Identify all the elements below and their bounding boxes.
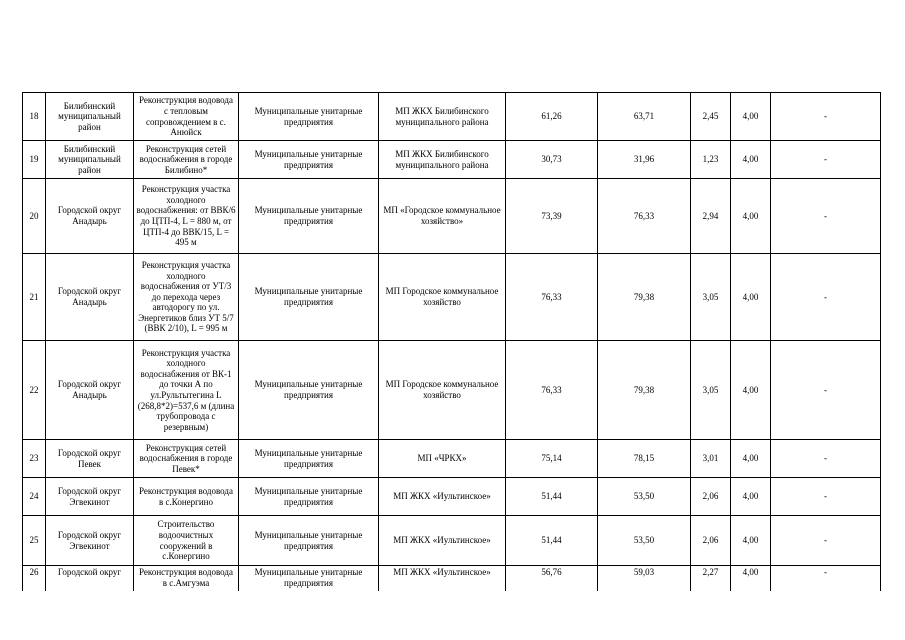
org-type-cell: Муниципальные унитарные предприятия <box>239 93 379 141</box>
organization-cell: МП Городское коммунальное хозяйство <box>379 341 506 440</box>
project-cell: Реконструкция участка холодного водоснабжения от УТ/3 до перехода через автодорогу по ул. Энергетиков близ УТ 5/7 (ВВК 2/10), L = 995 м <box>134 254 239 341</box>
org-type-cell: Муниципальные унитарные предприятия <box>239 141 379 179</box>
organization-cell: МП Городское коммунальное хозяйство <box>379 254 506 341</box>
organization-cell: МП ЖКХ Билибинского муниципального района <box>379 93 506 141</box>
value-cell: 79,38 <box>598 341 691 440</box>
investment-program-table <box>22 92 881 596</box>
table-row <box>23 179 881 254</box>
value-cell: 4,00 <box>731 440 771 478</box>
table-row <box>23 341 881 440</box>
value-cell: 4,00 <box>731 341 771 440</box>
value-cell: 2,45 <box>691 93 731 141</box>
table-row <box>23 141 881 179</box>
value-cell: 59,03 <box>598 566 691 596</box>
table-row <box>23 93 881 141</box>
municipality-cell: Городской округ Эгвекинот <box>46 478 134 516</box>
org-type-cell: Муниципальные унитарные предприятия <box>239 341 379 440</box>
value-cell: 51,44 <box>506 478 598 516</box>
value-cell: 3,01 <box>691 440 731 478</box>
organization-cell: МП ЖКХ «Иультинское» <box>379 566 506 596</box>
value-cell: 2,27 <box>691 566 731 596</box>
row-number: 22 <box>23 341 46 440</box>
row-number: 26 <box>23 566 46 596</box>
org-type-cell: Муниципальные унитарные предприятия <box>239 566 379 596</box>
value-cell: - <box>771 141 881 179</box>
municipality-cell: Городской округ Анадырь <box>46 341 134 440</box>
municipality-cell: Городской округ Эгвекинот <box>46 516 134 566</box>
organization-cell: МП ЖКХ «Иультинское» <box>379 516 506 566</box>
value-cell: 53,50 <box>598 478 691 516</box>
municipality-cell: Городской округ Анадырь <box>46 179 134 254</box>
municipality-cell: Городской округ <box>46 566 134 596</box>
municipality-cell: Городской округ Анадырь <box>46 254 134 341</box>
project-cell: Реконструкция водовода с тепловым сопровождением в с. Анюйск <box>134 93 239 141</box>
table-row <box>23 440 881 478</box>
value-cell: 56,76 <box>506 566 598 596</box>
value-cell: 4,00 <box>731 254 771 341</box>
table-row <box>23 254 881 341</box>
value-cell: 73,39 <box>506 179 598 254</box>
value-cell: 4,00 <box>731 566 771 596</box>
org-type-cell: Муниципальные унитарные предприятия <box>239 179 379 254</box>
row-number: 24 <box>23 478 46 516</box>
value-cell: 31,96 <box>598 141 691 179</box>
value-cell: 63,71 <box>598 93 691 141</box>
table-row <box>23 478 881 516</box>
value-cell: 1,23 <box>691 141 731 179</box>
value-cell: 79,38 <box>598 254 691 341</box>
organization-cell: МП ЖКХ «Иультинское» <box>379 478 506 516</box>
value-cell: 2,06 <box>691 478 731 516</box>
value-cell: - <box>771 478 881 516</box>
municipality-cell: Билибинский муниципальный район <box>46 141 134 179</box>
row-number: 21 <box>23 254 46 341</box>
value-cell: 3,05 <box>691 341 731 440</box>
value-cell: - <box>771 440 881 478</box>
project-cell: Реконструкция сетей водоснабжения в городе Певек* <box>134 440 239 478</box>
organization-cell: МП «ЧРКХ» <box>379 440 506 478</box>
row-number: 23 <box>23 440 46 478</box>
row-number: 18 <box>23 93 46 141</box>
municipality-cell: Городской округ Певек <box>46 440 134 478</box>
value-cell: 51,44 <box>506 516 598 566</box>
org-type-cell: Муниципальные унитарные предприятия <box>239 440 379 478</box>
row-number: 20 <box>23 179 46 254</box>
value-cell: - <box>771 341 881 440</box>
value-cell: 76,33 <box>598 179 691 254</box>
org-type-cell: Муниципальные унитарные предприятия <box>239 478 379 516</box>
project-cell: Строительство водоочистных сооружений в с.Конергино <box>134 516 239 566</box>
row-number: 19 <box>23 141 46 179</box>
value-cell: 4,00 <box>731 516 771 566</box>
row-number: 25 <box>23 516 46 566</box>
value-cell: 4,00 <box>731 93 771 141</box>
table-row <box>23 516 881 566</box>
value-cell: 53,50 <box>598 516 691 566</box>
value-cell: - <box>771 516 881 566</box>
value-cell: 76,33 <box>506 341 598 440</box>
org-type-cell: Муниципальные унитарные предприятия <box>239 516 379 566</box>
value-cell: - <box>771 566 881 596</box>
value-cell: - <box>771 179 881 254</box>
value-cell: 30,73 <box>506 141 598 179</box>
project-cell: Реконструкция участка холодного водоснабжения от ВК-1 до точки А по ул.Рультытегина L (268,8*2)=537,6 м (длина трубопровода с резервным) <box>134 341 239 440</box>
value-cell: 78,15 <box>598 440 691 478</box>
value-cell: - <box>771 254 881 341</box>
municipality-cell: Билибинский муниципальный район <box>46 93 134 141</box>
project-cell: Реконструкция сетей водоснабжения в городе Билибино* <box>134 141 239 179</box>
organization-cell: МП «Городское коммунальное хозяйство» <box>379 179 506 254</box>
project-cell: Реконструкция водовода в с.Амгуэма <box>134 566 239 596</box>
value-cell: 2,94 <box>691 179 731 254</box>
value-cell: 2,06 <box>691 516 731 566</box>
value-cell: 4,00 <box>731 478 771 516</box>
value-cell: 4,00 <box>731 179 771 254</box>
org-type-cell: Муниципальные унитарные предприятия <box>239 254 379 341</box>
value-cell: - <box>771 93 881 141</box>
project-cell: Реконструкция участка холодного водоснабжения: от ВВК/6 до ЦТП-4, L = 880 м, от ЦТП-4 до ВВК/15, L = 495 м <box>134 179 239 254</box>
value-cell: 3,05 <box>691 254 731 341</box>
page-bottom-margin <box>0 591 905 640</box>
value-cell: 75,14 <box>506 440 598 478</box>
organization-cell: МП ЖКХ Билибинского муниципального района <box>379 141 506 179</box>
value-cell: 61,26 <box>506 93 598 141</box>
project-cell: Реконструкция водовода в с.Конергино <box>134 478 239 516</box>
value-cell: 4,00 <box>731 141 771 179</box>
value-cell: 76,33 <box>506 254 598 341</box>
